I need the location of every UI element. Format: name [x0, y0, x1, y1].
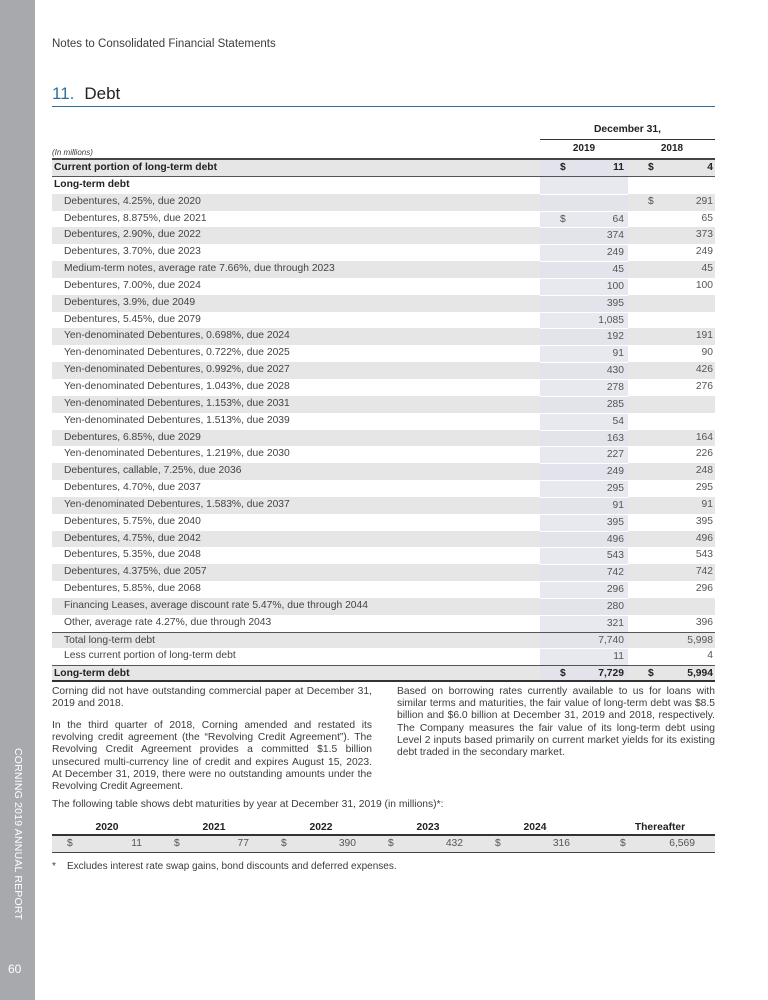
- row-label: Debentures, callable, 7.25%, due 2036: [64, 465, 242, 477]
- row-label: Debentures, 5.35%, due 2048: [64, 549, 201, 561]
- row-label: Yen-denominated Debentures, 1.513%, due 2039: [64, 414, 290, 426]
- value-2019: 192: [606, 331, 624, 343]
- value-2018: 395: [695, 515, 713, 527]
- maturity-year-header: 2021: [202, 822, 226, 833]
- table-row: [52, 328, 715, 345]
- row-label: Debentures, 6.85%, due 2029: [64, 431, 201, 443]
- currency-symbol: $: [648, 668, 654, 680]
- row-label: Financing Leases, average discount rate 5.47%, due through 2044: [64, 599, 368, 611]
- maturity-value: 11: [131, 838, 142, 849]
- table-row: [52, 295, 715, 312]
- maturity-year-header: 2023: [416, 822, 440, 833]
- value-2018: 396: [695, 616, 713, 628]
- footnote-mark: *: [52, 861, 56, 872]
- maturity-cell: [480, 838, 590, 852]
- value-2018: 91: [701, 498, 713, 510]
- row-label: Current portion of long-term debt: [54, 162, 218, 173]
- value-2018: 248: [695, 465, 713, 477]
- table-row: [52, 463, 715, 480]
- column-group-header: December 31,: [540, 124, 715, 140]
- row-label: Yen-denominated Debentures, 0.698%, due 2024: [64, 330, 290, 342]
- value-2019: 430: [606, 365, 624, 377]
- maturity-value: 6,569: [669, 838, 695, 849]
- column-header-2018: 2018: [660, 143, 684, 154]
- paragraph-commercial-paper: Corning did not have outstanding commercial paper at December 31, 2019 and 2018.: [52, 686, 372, 710]
- page-number: 60: [8, 962, 22, 976]
- value-2018: 65: [701, 212, 713, 224]
- paragraph-fair-value: Based on borrowing rates currently available to us for loans with similar terms and maturities, the fair value of long-term debt was $8.5 billion and $6.0 billion at December 31, 2019 and 2018, respectively. The Company measures the fair value of its long-term debt using Level 2 inputs based primarily on current market yields for its existing debt traded in the secondary market.: [397, 686, 715, 759]
- row-label: Debentures, 5.75%, due 2040: [64, 515, 201, 527]
- value-2019: 496: [606, 533, 624, 545]
- value-2019: 1,085: [598, 314, 624, 326]
- row-label: Long-term debt: [54, 178, 130, 190]
- value-2019: 11: [613, 162, 624, 173]
- value-2018: 45: [701, 263, 713, 275]
- value-2018: 426: [695, 364, 713, 376]
- value-2019: 227: [606, 449, 624, 461]
- value-2018: 5,994: [687, 668, 713, 680]
- value-2018: 90: [701, 347, 713, 359]
- row-label: Yen-denominated Debentures, 1.043%, due 2028: [64, 380, 290, 392]
- table-row: [52, 615, 715, 632]
- value-2018: 249: [695, 246, 713, 258]
- value-2019: 295: [606, 483, 624, 495]
- footnote-text: Excludes interest rate swap gains, bond discounts and deferred expenses.: [67, 861, 397, 872]
- table-row: [52, 261, 715, 278]
- row-label: Yen-denominated Debentures, 0.722%, due 2025: [64, 347, 290, 359]
- row-label: Yen-denominated Debentures, 1.219%, due 2030: [64, 448, 290, 460]
- value-2018: 373: [695, 229, 713, 241]
- paragraph-revolving-credit: In the third quarter of 2018, Corning amended and restated its revolving credit agreement (the “Revolving Credit Agreement”). The Revolving Credit Agreement provides a committed $1.5 billion unsecured multi-currency line of credit and expires August 15, 2023. At December 31, 2019, there were no outstanding amounts under the Revolving Credit Agreement.: [52, 720, 372, 793]
- value-2019: 543: [606, 550, 624, 562]
- table-row: [52, 244, 715, 261]
- row-label: Debentures, 4.70%, due 2037: [64, 482, 201, 494]
- maturity-value: 316: [552, 838, 570, 849]
- maturity-year-header: 2020: [95, 822, 119, 833]
- value-2019: 296: [606, 584, 624, 596]
- row-label: Debentures, 4.25%, due 2020: [64, 195, 201, 207]
- table-row: [52, 177, 715, 194]
- value-2019: 285: [606, 398, 624, 410]
- currency-symbol: $: [648, 162, 654, 173]
- value-2018: 4: [707, 650, 713, 662]
- value-2019: 91: [612, 499, 624, 511]
- table-row: [52, 345, 715, 362]
- value-2019: 163: [606, 432, 624, 444]
- table-row: [52, 430, 715, 447]
- table-row: [52, 648, 715, 665]
- table-row-total: [52, 632, 715, 649]
- value-2019: 11: [613, 651, 624, 663]
- maturity-year-header: 2024: [523, 822, 547, 833]
- table-row: [52, 194, 715, 211]
- table-row: [52, 413, 715, 430]
- value-2019: 100: [606, 280, 624, 292]
- maturity-cell: [373, 838, 483, 852]
- row-label: Long-term debt: [54, 668, 130, 680]
- currency-symbol: $: [560, 213, 566, 225]
- row-label: Debentures, 8.875%, due 2021: [64, 212, 207, 224]
- currency-symbol: $: [67, 838, 73, 849]
- table-body: [52, 158, 715, 682]
- currency-symbol: $: [560, 162, 566, 173]
- section-heading: [52, 84, 715, 107]
- table-row: [52, 598, 715, 615]
- value-2019: 280: [606, 600, 624, 612]
- maturity-cell: [605, 838, 715, 852]
- table-row: [52, 446, 715, 463]
- value-2018: 296: [695, 583, 713, 595]
- row-label: Debentures, 5.45%, due 2079: [64, 313, 201, 325]
- maturity-cell: [266, 838, 376, 852]
- maturity-cell: [52, 838, 162, 852]
- value-2019: 45: [612, 264, 624, 276]
- table-row: [52, 227, 715, 244]
- report-title-vertical: CORNING 2019 ANNUAL REPORT: [12, 748, 24, 921]
- maturity-value: 390: [338, 838, 356, 849]
- currency-symbol: $: [560, 668, 566, 680]
- value-2018: 742: [695, 566, 713, 578]
- row-label: Total long-term debt: [64, 634, 156, 646]
- row-label: Debentures, 3.70%, due 2023: [64, 246, 201, 258]
- row-label: Yen-denominated Debentures, 0.992%, due 2027: [64, 364, 290, 376]
- value-2018: 164: [695, 431, 713, 443]
- value-2019: 54: [612, 415, 624, 427]
- currency-symbol: $: [174, 838, 180, 849]
- table-row: [52, 480, 715, 497]
- value-2019: 374: [606, 230, 624, 242]
- value-2019: 249: [606, 466, 624, 478]
- value-2019: 742: [606, 567, 624, 579]
- currency-symbol: $: [495, 838, 501, 849]
- maturities-value-row: [52, 836, 715, 853]
- maturity-year-header: Thereafter: [634, 822, 686, 833]
- maturities-header-row: [52, 822, 715, 836]
- column-header-2019: 2019: [572, 143, 596, 154]
- row-label: Debentures, 2.90%, due 2022: [64, 229, 201, 241]
- row-label: Yen-denominated Debentures, 1.153%, due 2031: [64, 397, 290, 409]
- row-label: Medium-term notes, average rate 7.66%, due through 2023: [64, 263, 335, 275]
- value-2019: 7,740: [598, 634, 624, 646]
- row-label: Debentures, 4.375%, due 2057: [64, 566, 207, 578]
- paragraph-maturities-intro: The following table shows debt maturities by year at December 31, 2019 (in millions)*:: [52, 799, 444, 810]
- row-label: Debentures, 5.85%, due 2068: [64, 583, 201, 595]
- table-row: [52, 312, 715, 329]
- table-row: [52, 278, 715, 295]
- maturity-cell: [159, 838, 269, 852]
- section-title: Debt: [84, 84, 121, 103]
- currency-symbol: $: [388, 838, 394, 849]
- table-row: [52, 531, 715, 548]
- value-2018: 191: [695, 330, 713, 342]
- value-2018: 226: [695, 448, 713, 460]
- table-row: [52, 564, 715, 581]
- table-row: [52, 362, 715, 379]
- value-2018: 496: [695, 532, 713, 544]
- table-row: [52, 379, 715, 396]
- value-2019: 64: [612, 213, 624, 225]
- table-row: [52, 396, 715, 413]
- value-2019: 91: [612, 348, 624, 360]
- table-row: [52, 547, 715, 564]
- section-number: 11.: [52, 84, 75, 103]
- table-row-grand-total: [52, 665, 715, 682]
- running-header: Notes to Consolidated Financial Statements: [52, 38, 276, 50]
- maturity-year-header: 2022: [309, 822, 333, 833]
- currency-symbol: $: [620, 838, 626, 849]
- value-2018: 295: [695, 482, 713, 494]
- row-label: Yen-denominated Debentures, 1.583%, due 2037: [64, 498, 290, 510]
- table-row: [52, 211, 715, 228]
- value-2019: 249: [606, 247, 624, 259]
- row-label: Debentures, 3.9%, due 2049: [64, 296, 196, 308]
- value-2019: 7,729: [598, 668, 624, 680]
- maturity-value: 77: [237, 838, 249, 849]
- table-row: [52, 497, 715, 514]
- row-label: Less current portion of long-term debt: [64, 650, 236, 662]
- value-2018: 276: [695, 380, 713, 392]
- row-label: Debentures, 7.00%, due 2024: [64, 279, 201, 291]
- maturities-table: [52, 822, 715, 853]
- maturity-value: 432: [445, 838, 463, 849]
- value-2018: 5,998: [687, 634, 713, 646]
- table-row: [52, 514, 715, 531]
- table-row: [52, 160, 715, 177]
- value-2018: 543: [695, 549, 713, 561]
- units-label: (In millions): [52, 148, 93, 157]
- sidebar: [0, 0, 35, 1000]
- footnote: [52, 861, 397, 872]
- value-2019: 278: [606, 381, 624, 393]
- table-header-row: [52, 143, 715, 158]
- row-label: Other, average rate 4.27%, due through 2043: [64, 616, 272, 628]
- value-2019: 321: [606, 617, 624, 629]
- value-2019: 395: [606, 297, 624, 309]
- value-2018: 291: [695, 195, 713, 207]
- value-2018: 100: [695, 279, 713, 291]
- value-2019: 395: [606, 516, 624, 528]
- currency-symbol: $: [648, 195, 654, 207]
- row-label: Debentures, 4.75%, due 2042: [64, 532, 201, 544]
- currency-symbol: $: [281, 838, 287, 849]
- table-row: [52, 581, 715, 598]
- value-2018: 4: [707, 162, 713, 173]
